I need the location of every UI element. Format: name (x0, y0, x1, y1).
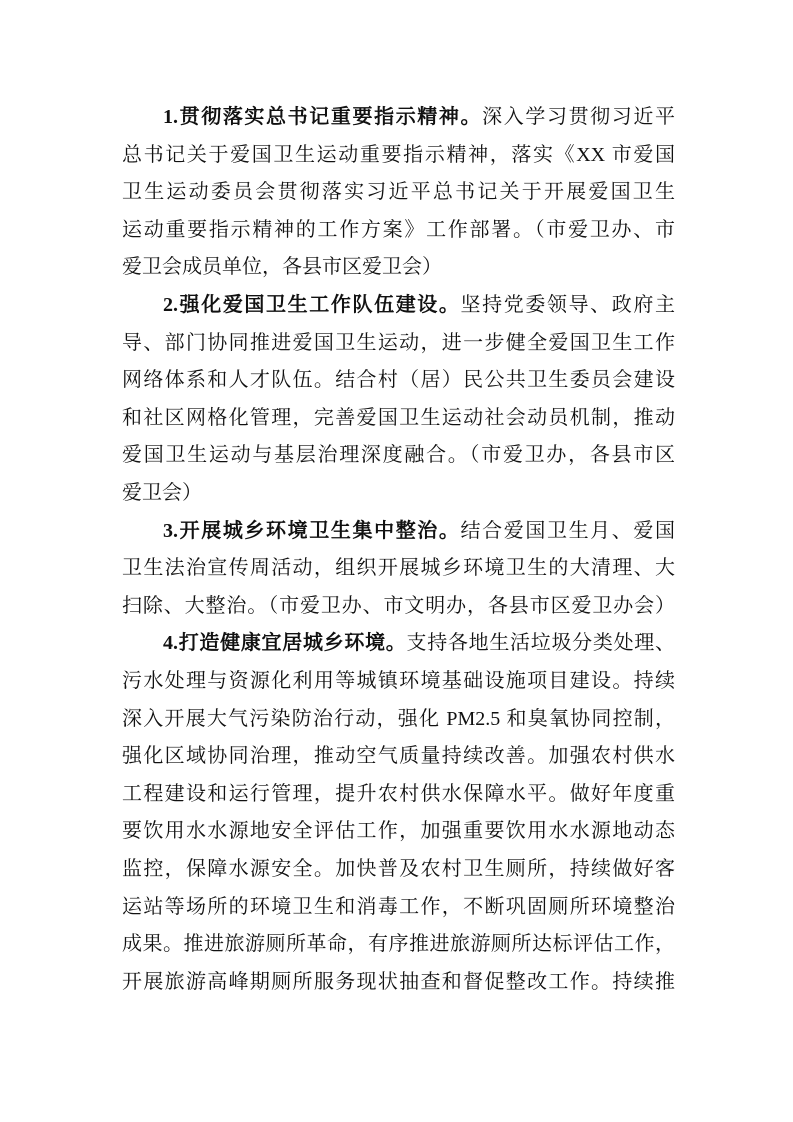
paragraph-line: 强化区域协同治理，推动空气质量持续改善。加强农村供水 (122, 745, 675, 768)
section-heading: 1.贯彻落实总书记重要指示精神。 (163, 106, 483, 128)
paragraph-line: 和社区网格化管理，完善爱国卫生运动社会动员机制，推动 (122, 406, 675, 429)
paragraph-text: 深入学习贯彻习近平 (482, 106, 676, 128)
paragraph-line: 工程建设和运行管理，提升农村供水保障水平。做好年度重 (122, 782, 675, 805)
section-heading-line (163, 630, 675, 656)
paragraph-line: 爱卫会） (122, 482, 202, 504)
paragraph-line: 深入开展大气污染防治行动，强化 PM2.5 和臭氧协同控制， (122, 707, 675, 730)
paragraph-line: 运站等场所的环境卫生和消毒工作，不断巩固厕所环境整治 (122, 895, 675, 918)
paragraph-line: 扫除、大整治。（市爱卫办、市文明办，各县市区爱卫办会） (122, 594, 675, 617)
paragraph-line: 污水处理与资源化利用等城镇环境基础设施项目建设。持续 (122, 670, 675, 692)
paragraph-line: 监控，保障水源安全。加快普及农村卫生厕所，持续做好客 (122, 858, 675, 880)
section-heading: 4.打造健康宜居城乡环境。 (163, 632, 407, 655)
section-heading: 2.强化爱国卫生工作队伍建设。 (163, 294, 461, 316)
paragraph-line: 卫生运动委员会贯彻落实习近平总书记关于开展爱国卫生 (122, 181, 675, 204)
section-heading-line (163, 518, 675, 544)
paragraph-text: 结合爱国卫生月、爱国 (460, 519, 676, 542)
paragraph-line: 导、部门协同推进爱国卫生运动，进一步健全爱国卫生工作 (122, 331, 675, 354)
paragraph-line: 网络体系和人才队伍。结合村（居）民公共卫生委员会建设 (122, 369, 675, 392)
paragraph-line: 运动重要指示精神的工作方案》工作部署。（市爱卫办、市 (122, 218, 675, 241)
paragraph-line: 成果。推进旅游厕所革命，有序推进旅游厕所达标评估工作， (122, 933, 675, 956)
paragraph-line: 卫生法治宣传周活动，组织开展城乡环境卫生的大清理、大 (122, 557, 675, 580)
section-heading-line (163, 104, 675, 130)
paragraph-line: 爱卫会成员单位，各县市区爱卫会） (122, 256, 442, 279)
paragraph-line: 开展旅游高峰期厕所服务现状抽查和督促整改工作。持续推 (122, 970, 675, 993)
paragraph-line: 爱国卫生运动与基层治理深度融合。（市爱卫办，各县市区 (122, 444, 675, 467)
section-heading-line (163, 292, 675, 318)
paragraph-line: 要饮用水水源地安全评估工作，加强重要饮用水水源地动态 (122, 820, 675, 843)
paragraph-text: 坚持党委领导、政府主 (460, 294, 676, 316)
section-heading: 3.开展城乡环境卫生集中整治。 (163, 519, 461, 542)
paragraph-line: 总书记关于爱国卫生运动重要指示精神，落实《XX 市爱国 (122, 143, 675, 166)
paragraph-text: 支持各地生活垃圾分类处理、 (406, 632, 675, 655)
